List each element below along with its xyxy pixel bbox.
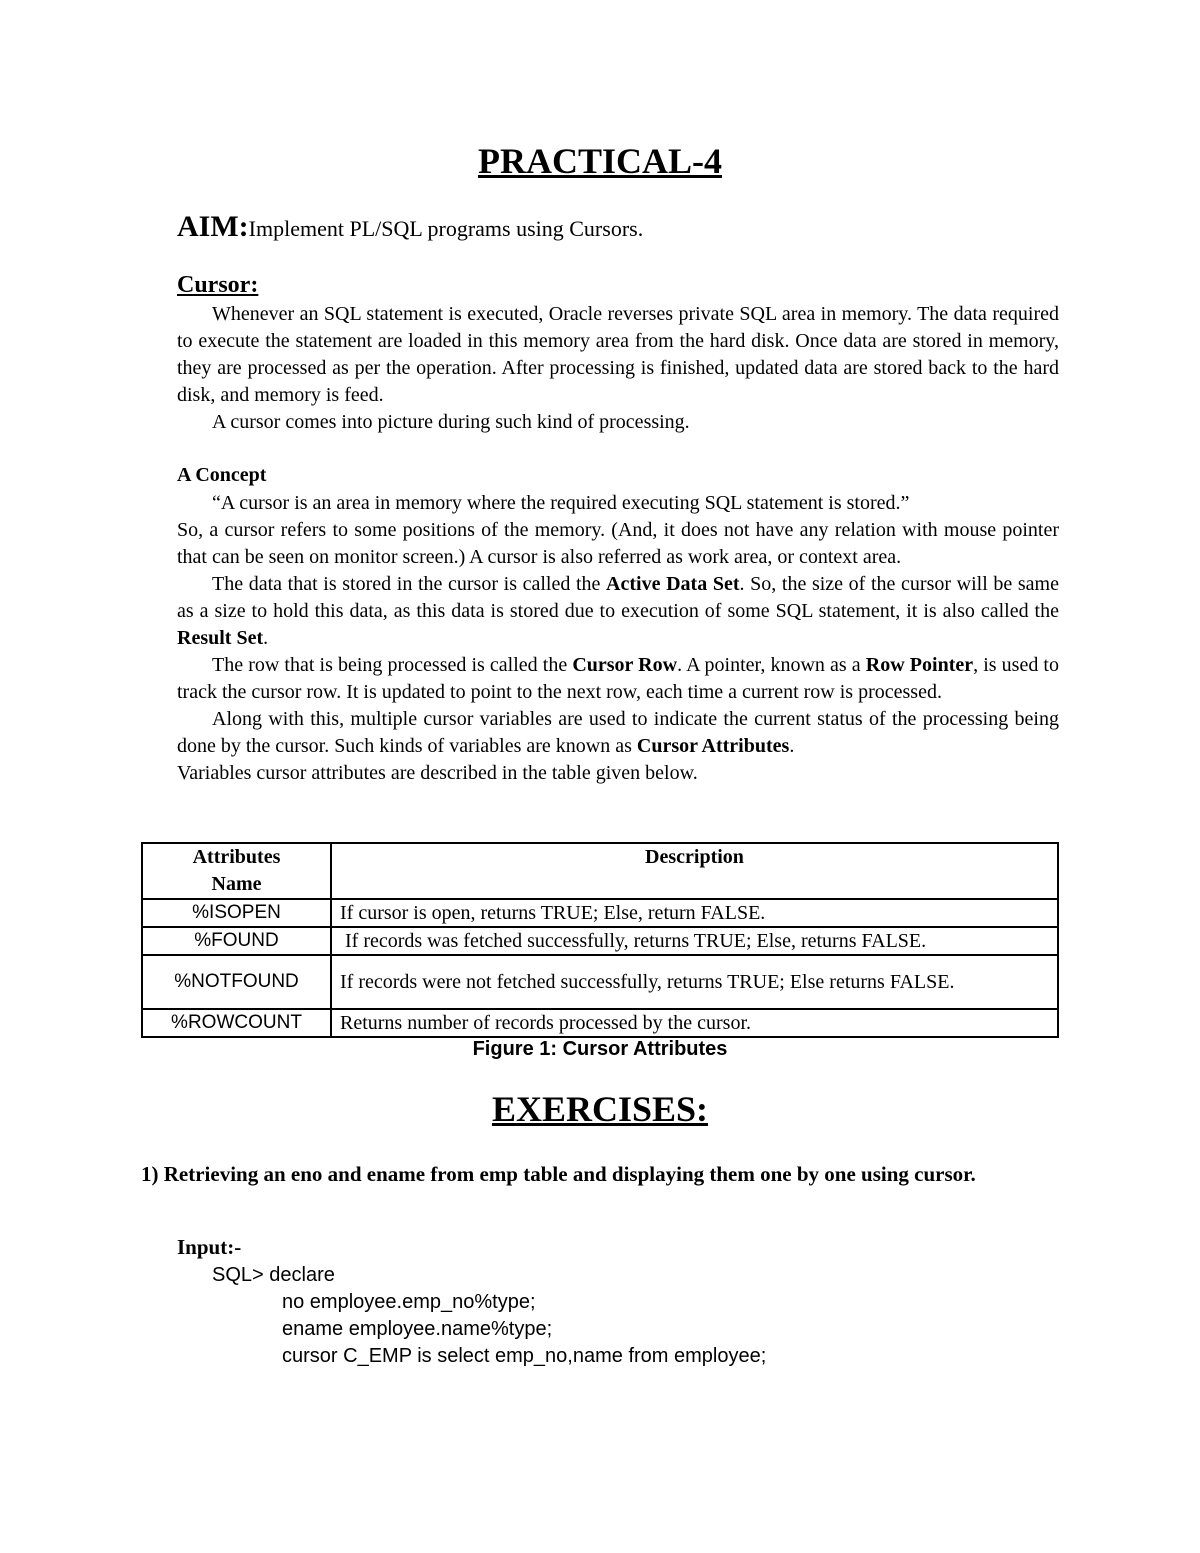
header-attr-line-2: Name — [211, 873, 262, 895]
text-span: The row that is being processed is called the — [212, 654, 573, 676]
attribute-description-cell: If records was fetched successfully, returns TRUE; Else, returns FALSE. — [331, 927, 1058, 955]
aim-label: AIM: — [177, 210, 249, 243]
concept-paragraph-1: So, a cursor refers to some positions of the memory. (And, it does not have any relation with mouse pointer that can be seen on monitor screen.) A cursor is also referred as work area, or context area. — [177, 519, 1059, 568]
header-attributes-name — [142, 843, 331, 899]
code-line: no employee.emp_no%type; — [282, 1291, 536, 1313]
text-span: , is used to track the cursor row. It is updated to point to the next row, each time a current row is processed. — [177, 654, 1059, 703]
exercises-heading: EXERCISES: — [491, 1089, 709, 1129]
table-row — [142, 927, 1058, 955]
term-active-data-set: Active Data Set — [606, 573, 740, 595]
aim-text: Implement PL/SQL programs using Cursors. — [248, 216, 644, 241]
attribute-name-cell: %FOUND — [142, 927, 331, 955]
header-attr-line-1: Attributes — [192, 846, 281, 868]
concept-paragraph-2 — [177, 571, 1059, 652]
concept-quote: “A cursor is an area in memory where the required executing SQL statement is stored.” — [212, 492, 910, 514]
term-row-pointer: Row Pointer — [865, 654, 974, 676]
term-cursor-row: Cursor Row — [572, 654, 678, 676]
term-cursor-attributes: Cursor Attributes — [636, 735, 790, 757]
text-span: . — [263, 627, 269, 649]
code-block — [212, 1262, 766, 1370]
exercise-question-1: 1) Retrieving an eno and ename from emp table and displaying them one by one using cursor. — [141, 1162, 976, 1186]
text-span: . So, the size of the cursor will be same as a size to hold this data, as this data is stored due to execution of some SQL statement, it is also called the — [177, 573, 1059, 622]
attribute-name-cell: %NOTFOUND — [142, 955, 331, 1009]
concept-section-body — [177, 490, 1059, 787]
cursor-heading: Cursor: — [177, 272, 259, 298]
term-result-set: Result Set — [177, 627, 264, 649]
cursor-paragraph-1: Whenever an SQL statement is executed, Oracle reverses private SQL area in memory. The data required to execute the statement are loaded in this memory area from the hard disk. Once data are stored in memory, they are processed as per the operation. After processing is finished, updated data are stored back to the hard disk, and memory is feed. — [177, 303, 1059, 406]
cursor-paragraph-2: A cursor comes into picture during such kind of processing. — [212, 411, 690, 433]
attribute-description-cell: If cursor is open, returns TRUE; Else, return FALSE. — [331, 899, 1058, 927]
header-description: Description — [331, 843, 1058, 899]
concept-paragraph-4 — [177, 706, 1059, 760]
text-span: . — [789, 735, 795, 757]
text-span: Along with this, multiple cursor variables are used to indicate the current status of the processing being done by the cursor. Such kinds of variables are known as — [177, 708, 1059, 757]
concept-heading: A Concept — [177, 464, 267, 486]
attribute-name-cell: %ROWCOUNT — [142, 1009, 331, 1037]
code-line: SQL> declare — [212, 1264, 335, 1286]
table-row — [142, 899, 1058, 927]
table-row — [142, 955, 1058, 1009]
attribute-description-cell: If records were not fetched successfully, returns TRUE; Else returns FALSE. — [331, 955, 1058, 1009]
concept-paragraph-5: Variables cursor attributes are described in the table given below. — [177, 762, 698, 784]
code-line: ename employee.name%type; — [282, 1318, 553, 1340]
table-header-row — [142, 843, 1058, 899]
concept-paragraph-3 — [177, 652, 1059, 706]
attribute-description-cell: Returns number of records processed by the cursor. — [331, 1009, 1058, 1037]
attribute-name-cell: %ISOPEN — [142, 899, 331, 927]
text-span: The data that is stored in the cursor is called the — [212, 573, 607, 595]
code-line: cursor C_EMP is select emp_no,name from employee; — [282, 1345, 767, 1367]
aim-line — [177, 210, 643, 244]
cursor-section-body — [177, 301, 1059, 436]
page-title: PRACTICAL-4 — [477, 141, 722, 181]
table-row — [142, 1009, 1058, 1037]
table-caption: Figure 1: Cursor Attributes — [472, 1038, 728, 1060]
cursor-attributes-table — [141, 842, 1059, 1038]
text-span: . A pointer, known as a — [677, 654, 866, 676]
input-label: Input:- — [177, 1235, 242, 1259]
